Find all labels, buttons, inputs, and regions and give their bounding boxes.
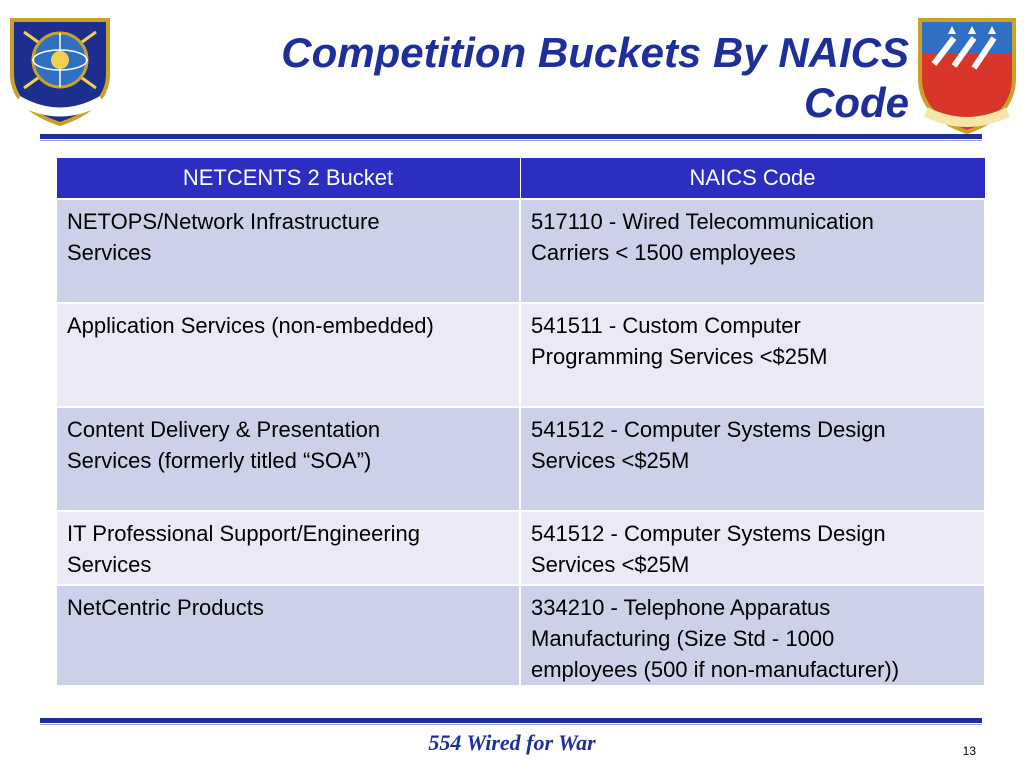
cell-line: Services <$25M (531, 552, 690, 577)
footer-divider-thin (40, 724, 982, 725)
esc-emblem-logo (4, 12, 116, 126)
bucket-cell (56, 585, 520, 686)
cell-line: 541511 - Custom Computer (531, 313, 801, 338)
slide-title-line2: Code (804, 79, 909, 126)
footer-divider (40, 718, 982, 723)
cell-line: 334210 - Telephone Apparatus (531, 595, 831, 620)
slide-title (149, 28, 909, 128)
bucket-cell (56, 199, 520, 303)
naics-bucket-table (55, 157, 986, 687)
naics-cell (520, 303, 985, 407)
cell-line: Content Delivery & Presentation (67, 417, 381, 442)
cell-line: employees (500 if non-manufacturer)) (531, 657, 900, 682)
table-row (56, 511, 985, 585)
bucket-cell (56, 407, 520, 511)
table-row (56, 199, 985, 303)
header-divider (40, 134, 982, 139)
cell-line: Carriers < 1500 employees (531, 240, 796, 265)
cell-line: Application Services (non-embedded) (67, 313, 434, 338)
slide-title-line1: Competition Buckets By NAICS (281, 29, 909, 76)
naics-cell (520, 511, 985, 585)
naics-cell (520, 407, 985, 511)
cell-line: Services (67, 240, 152, 265)
cell-line: Services (67, 552, 152, 577)
cell-line: Services <$25M (531, 448, 690, 473)
cell-line: Manufacturing (Size Std - 1000 (531, 626, 835, 651)
column-header-bucket: NETCENTS 2 Bucket (56, 158, 520, 200)
cell-line: Programming Services <$25M (531, 344, 828, 369)
column-header-naics: NAICS Code (520, 158, 985, 200)
cell-line: IT Professional Support/Engineering (67, 521, 421, 546)
table-row (56, 407, 985, 511)
page-number: 13 (962, 744, 976, 758)
cell-line: 517110 - Wired Telecommunication (531, 209, 874, 234)
naics-cell (520, 199, 985, 303)
esw-emblem-logo (914, 14, 1020, 134)
footer-tagline: 554 Wired for War (428, 730, 596, 755)
table-row (56, 585, 985, 686)
table-header-row (56, 158, 985, 200)
cell-line: NETOPS/Network Infrastructure (67, 209, 380, 234)
bucket-cell (56, 303, 520, 407)
bucket-cell (56, 511, 520, 585)
header-divider-thin (40, 140, 982, 141)
cell-line: 541512 - Computer Systems Design (531, 417, 886, 442)
naics-cell (520, 585, 985, 686)
table-row (56, 303, 985, 407)
cell-line: NetCentric Products (67, 595, 264, 620)
cell-line: Services (formerly titled “SOA”) (67, 448, 372, 473)
cell-line: 541512 - Computer Systems Design (531, 521, 886, 546)
